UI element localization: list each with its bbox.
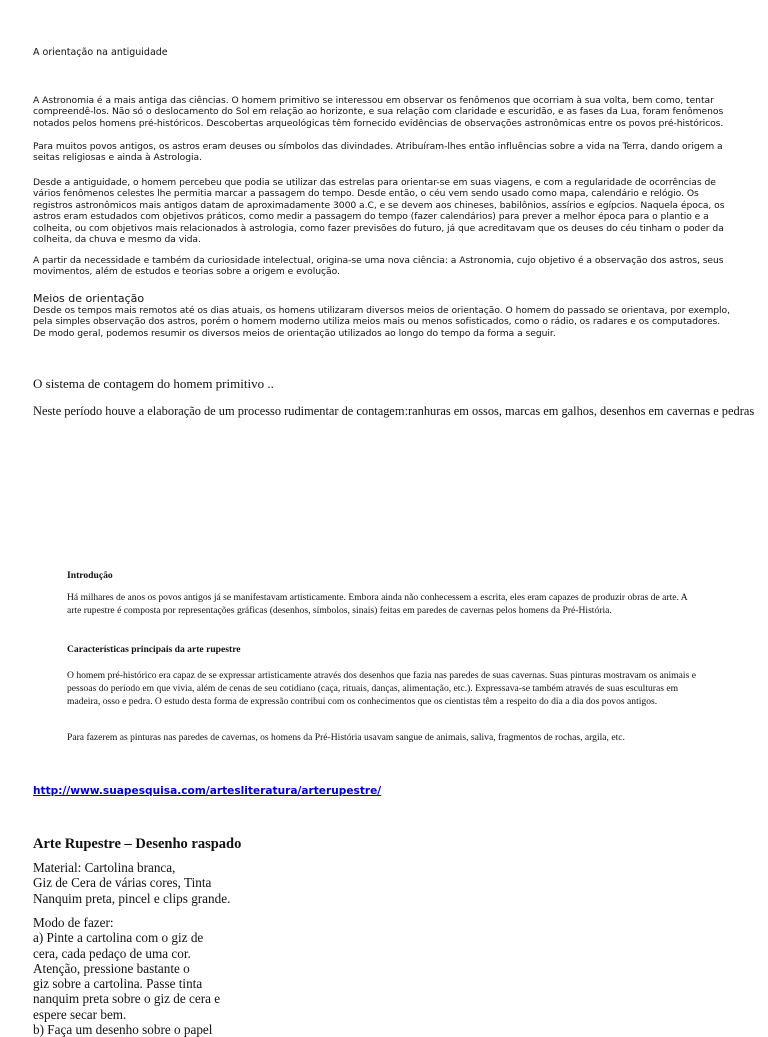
- introducao-heading: Introdução: [67, 570, 113, 581]
- contagem-heading: O sistema de contagem do homem primitivo ..: [33, 376, 274, 391]
- paragraph-astronomia: A Astronomia é a mais antiga das ciências. O homem primitivo se interessou em observar os fenômenos que ocorriam à sua volta, bem como, tentar compreendê-los. Não só o deslocamento do Sol em relação ao horizonte, e sua relação com claridade e escuridão, e as fases da Lua, foram fenômenos notados pelos homens pré-históricos. Descobertas arqueológicas têm fornecido evidências de observações astronômicas entre os povos pré-históricos.: [33, 95, 724, 129]
- paragraph-povos-antigos: Para muitos povos antigos, os astros eram deuses ou símbolos das divindades. Atribuíram-lhes então influências sobre a vida na Terra, dando origem a seitas religiosas e ainda à Astrologia.: [33, 141, 723, 164]
- section-title: A orientação na antiguidade: [33, 47, 168, 58]
- paragraph-meios: Desde os tempos mais remotos até os dias atuais, os homens utilizaram diversos meios de orientação. O homem do passado se orientava, por exemplo, pela simples observação dos astros, porém o homem moderno utiliza meios mais ou menos sofisticados, como o rádio, os radares e os computadores. De modo geral, podemos resumir os diversos meios de orientação utilizados ao longo do tempo da forma a seguir.: [33, 305, 730, 339]
- paragraph-antiguidade: Desde a antiguidade, o homem percebeu que podia se utilizar das estrelas para orientar-se em suas viagens, e com a regularidade de ocorrências de vários fenômenos celestes lhe permitia marcar a passagem do tempo. Desde então, o céu vem sendo usado como mapa, calendário e relógio. Os registros astronômicos mais antigos datam de aproximadamente 3000 a.C, e se devem aos chineses, babilônios, assírios e egípcios. Naquela época, os astros eram estudados com objetivos práticos, como medir a passagem do tempo (fazer calendários) para prever a melhor época para o plantio e a colheita, ou com objetivos mais relacionados à astrologia, como fazer previsões do futuro, já que acreditavam que os deuses do céu tinham o poder da colheita, da chuva e mesmo da vida.: [33, 177, 725, 246]
- modo-line: nanquim preta sobre o giz de cera e: [33, 991, 221, 1007]
- modo-line: cera, cada pedaço de uma cor.: [33, 945, 191, 961]
- material-line: Nanquim preta, pincel e clips grande.: [33, 890, 231, 906]
- pinturas-text: Para fazerem as pinturas nas paredes de cavernas, os homens da Pré-História usavam sangue de animais, saliva, fragmentos de rochas, argila, etc.: [67, 732, 625, 743]
- modo-line: Atenção, pressione bastante o: [33, 960, 190, 976]
- arte-rupestre-heading: Arte Rupestre – Desenho raspado: [33, 836, 242, 852]
- material-line: Giz de Cera de várias cores, Tinta: [33, 875, 212, 891]
- modo-line: a) Pinte a cartolina com o giz de: [33, 930, 204, 946]
- caracteristicas-text: O homem pré-histórico era capaz de se expressar artisticamente através dos desenhos que fazia nas paredes de suas cavernas. Suas pinturas mostravam os animais e pessoas do período em que vivia, além de cenas de seu cotidiano (caça, rituais, danças, alimentação, etc.). Expressava-se também através de suas esculturas em madeira, osso e pedra. O estudo desta forma de expressão contribui com os conhecimentos que os cientistas têm a respeito do dia a dia dos povos antigos.: [67, 670, 696, 707]
- material-list: [33, 860, 293, 906]
- source-link[interactable]: http://www.suapesquisa.com/artesliteratura/arterupestre/: [33, 785, 382, 797]
- modo-de-fazer: [33, 915, 293, 1037]
- modo-line: giz sobre a cartolina. Passe tinta: [33, 976, 203, 992]
- paragraph-nova-ciencia: A partir da necessidade e também da curiosidade intelectual, origina-se uma nova ciência: a Astronomia, cujo objetivo é a observação dos astros, seus movimentos, além de estudos e teorias sobre a origem e evolução.: [33, 255, 724, 278]
- modo-line: b) Faça um desenho sobre o papel: [33, 1022, 213, 1037]
- introducao-text: Há milhares de anos os povos antigos já se manifestavam artisticamente. Embora ainda não conhecessem a escrita, eles eram capazes de produzir obras de arte. A arte rupestre é composta por representações gráficas (desenhos, símbolos, sinais) feitas em paredes de cavernas pelos homens da Pré-História.: [67, 592, 688, 616]
- modo-line: espere secar bem.: [33, 1006, 127, 1022]
- caracteristicas-heading: Características principais da arte rupestre: [67, 644, 241, 655]
- modo-line: Modo de fazer:: [33, 915, 114, 930]
- contagem-text: Neste período houve a elaboração de um processo rudimentar de contagem:ranhuras em ossos, marcas em galhos, desenhos em cavernas e pedras: [33, 404, 755, 418]
- material-line: Material: Cartolina branca,: [33, 860, 176, 875]
- meios-heading: Meios de orientação: [33, 292, 145, 305]
